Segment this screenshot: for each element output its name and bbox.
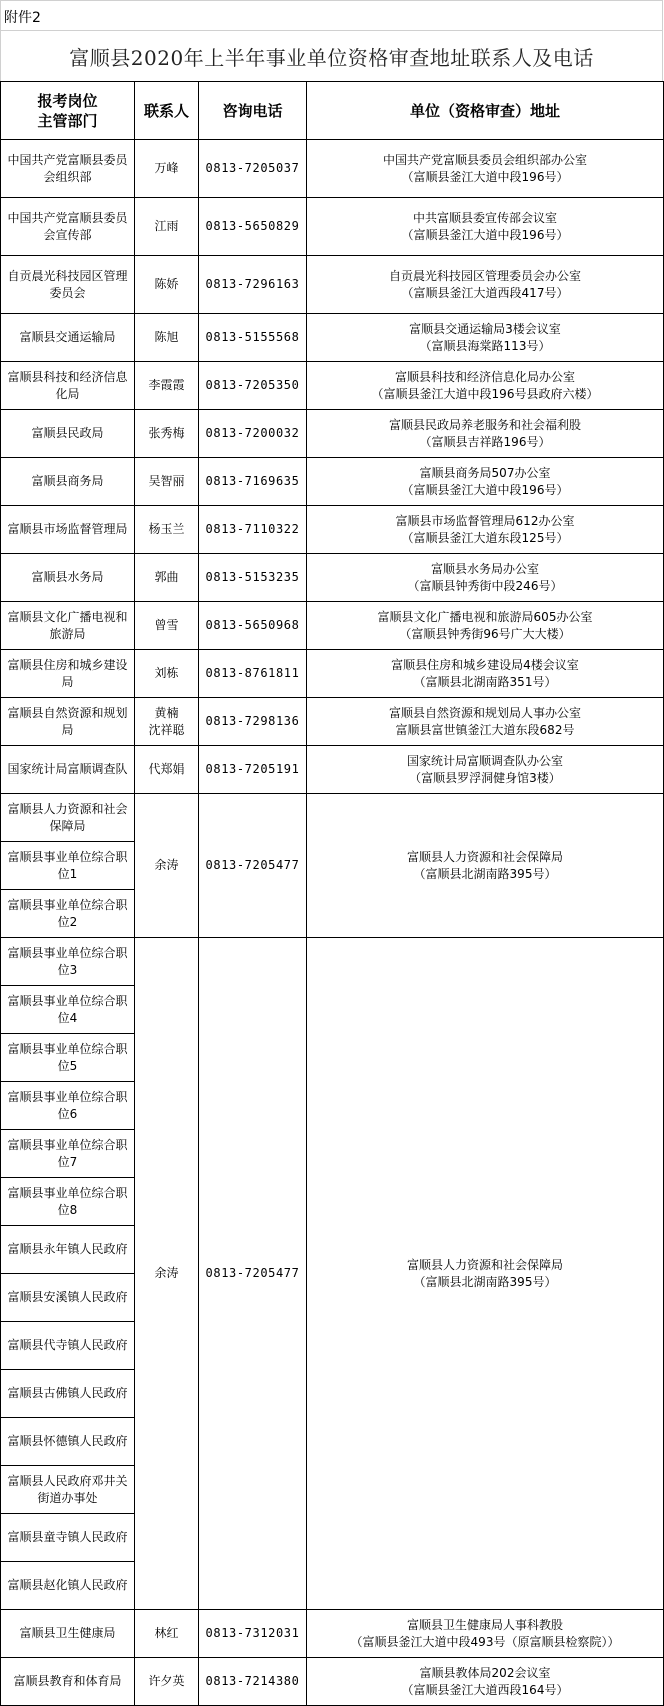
dept-cell: 富顺县民政局 xyxy=(1,410,135,458)
page-title: 富顺县2020年上半年事业单位资格审查地址联系人及电话 xyxy=(69,45,594,70)
dept-cell: 富顺县赵化镇人民政府 xyxy=(1,1562,135,1610)
contact-name: 刘栋 xyxy=(154,666,179,680)
dept-cell: 富顺县事业单位综合职位1 xyxy=(1,842,135,890)
table-row xyxy=(1,140,664,198)
dept-cell: 富顺县市场监督管理局 xyxy=(1,506,135,554)
table-row xyxy=(1,554,664,602)
contact-cell xyxy=(135,506,199,554)
address-location: （富顺县北湖南路395号） xyxy=(413,1274,557,1289)
dept-cell: 富顺县人民政府邓井关街道办事处 xyxy=(1,1466,135,1514)
address-cell xyxy=(307,506,664,554)
address-unit: 富顺县民政局养老服务和社会福利股 xyxy=(388,417,581,432)
title-row xyxy=(0,30,663,81)
address-cell xyxy=(307,314,664,362)
address-unit: 富顺县人力资源和社会保障局 xyxy=(406,1257,563,1272)
address-cell xyxy=(307,198,664,256)
contact-name: 杨玉兰 xyxy=(148,522,185,536)
table-row xyxy=(1,794,664,842)
header-address: 单位（资格审查）地址 xyxy=(307,82,664,140)
attachment-label: 附件2 xyxy=(4,10,41,26)
contact-cell xyxy=(135,698,199,746)
table-row xyxy=(1,506,664,554)
address-unit: 富顺县文化广播电视和旅游局605办公室 xyxy=(377,609,593,624)
phone-cell: 0813-7200032 xyxy=(199,410,307,458)
header-phone: 咨询电话 xyxy=(199,82,307,140)
phone-cell: 0813-7214380 xyxy=(199,1658,307,1706)
table-row xyxy=(1,410,664,458)
address-location: （富顺县釜江大道东段125号） xyxy=(401,530,569,545)
contact-cell xyxy=(135,1610,199,1658)
address-location: （富顺县北湖南路351号） xyxy=(413,674,557,689)
contact-name: 张秀梅 xyxy=(148,426,185,440)
contact-name: 吴智丽 xyxy=(148,474,185,488)
address-unit: 富顺县市场监督管理局612办公室 xyxy=(395,513,575,528)
contact-cell xyxy=(135,198,199,256)
dept-cell: 富顺县代寺镇人民政府 xyxy=(1,1322,135,1370)
contact-table xyxy=(0,81,664,1706)
address-unit: 中国共产党富顺县委员会组织部办公室 xyxy=(382,152,587,167)
contact-name: 万峰 xyxy=(154,161,179,175)
dept-cell: 富顺县卫生健康局 xyxy=(1,1610,135,1658)
address-location: （富顺县釜江大道中段493号（原富顺县检察院）） xyxy=(350,1634,620,1649)
dept-cell: 富顺县事业单位综合职位2 xyxy=(1,890,135,938)
address-cell xyxy=(307,602,664,650)
contact-cell xyxy=(135,554,199,602)
address-unit: 富顺县卫生健康局人事科教股 xyxy=(406,1617,563,1632)
address-location: （富顺县釜江大道西段417号） xyxy=(401,285,569,300)
address-location: （富顺县钟秀街96号广大大楼） xyxy=(399,626,571,641)
dept-cell: 富顺县怀德镇人民政府 xyxy=(1,1418,135,1466)
table-row xyxy=(1,938,664,986)
address-cell xyxy=(307,698,664,746)
table-row xyxy=(1,650,664,698)
address-cell xyxy=(307,938,664,1610)
address-location: （富顺县釜江大道中段196号） xyxy=(401,227,569,242)
contact-name: 曾雪 xyxy=(154,618,179,632)
contact-cell xyxy=(135,410,199,458)
dept-cell: 富顺县教育和体育局 xyxy=(1,1658,135,1706)
address-unit: 富顺县人力资源和社会保障局 xyxy=(406,849,563,864)
contact-cell xyxy=(135,458,199,506)
table-row xyxy=(1,1658,664,1706)
address-cell xyxy=(307,554,664,602)
dept-cell: 富顺县文化广播电视和旅游局 xyxy=(1,602,135,650)
dept-cell: 中国共产党富顺县委员会组织部 xyxy=(1,140,135,198)
address-location: （富顺县钟秀街中段246号） xyxy=(407,578,563,593)
contact-cell xyxy=(135,602,199,650)
dept-cell: 富顺县人力资源和社会保障局 xyxy=(1,794,135,842)
table-row xyxy=(1,698,664,746)
table-row xyxy=(1,314,664,362)
table-header-row xyxy=(1,82,664,140)
address-unit: 自贡晨光科技园区管理委员会办公室 xyxy=(388,268,581,283)
dept-cell: 富顺县古佛镇人民政府 xyxy=(1,1370,135,1418)
phone-cell: 0813-7312031 xyxy=(199,1610,307,1658)
contact-cell xyxy=(135,362,199,410)
address-unit: 富顺县交通运输局3楼会议室 xyxy=(409,321,561,336)
address-unit: 富顺县住房和城乡建设局4楼会议室 xyxy=(391,657,579,672)
address-unit: 富顺县科技和经济信息化局办公室 xyxy=(394,369,575,384)
header-contact: 联系人 xyxy=(135,82,199,140)
contact-name: 郭曲 xyxy=(154,570,179,584)
dept-cell: 国家统计局富顺调查队 xyxy=(1,746,135,794)
contact-cell: 余涛 xyxy=(135,794,199,938)
phone-cell: 0813-7296163 xyxy=(199,256,307,314)
header-dept-line2: 主管部门 xyxy=(37,111,98,130)
dept-cell: 富顺县事业单位综合职位8 xyxy=(1,1178,135,1226)
dept-cell: 富顺县事业单位综合职位3 xyxy=(1,938,135,986)
dept-cell: 富顺县商务局 xyxy=(1,458,135,506)
table-row xyxy=(1,1610,664,1658)
dept-cell: 富顺县事业单位综合职位6 xyxy=(1,1082,135,1130)
address-cell xyxy=(307,256,664,314)
phone-cell: 0813-5155568 xyxy=(199,314,307,362)
address-unit: 富顺县教体局202会议室 xyxy=(419,1665,551,1680)
dept-cell: 富顺县水务局 xyxy=(1,554,135,602)
contact-cell xyxy=(135,256,199,314)
dept-cell: 富顺县事业单位综合职位4 xyxy=(1,986,135,1034)
address-cell xyxy=(307,1658,664,1706)
address-unit: 中共富顺县委宣传部会议室 xyxy=(412,210,557,225)
dept-cell: 富顺县童寺镇人民政府 xyxy=(1,1514,135,1562)
contact-name: 黄楠 xyxy=(154,705,179,720)
contact-name: 许夕英 xyxy=(148,1674,185,1688)
contact-name-2: 沈祥聪 xyxy=(148,722,185,737)
header-dept-line1: 报考岗位 xyxy=(37,91,98,110)
dept-cell: 富顺县事业单位综合职位5 xyxy=(1,1034,135,1082)
address-cell xyxy=(307,458,664,506)
address-location: （富顺县釜江大道中段196号） xyxy=(401,169,569,184)
table-row xyxy=(1,362,664,410)
table-row xyxy=(1,746,664,794)
phone-cell: 0813-7205477 xyxy=(199,794,307,938)
phone-cell: 0813-7205191 xyxy=(199,746,307,794)
phone-cell: 0813-7205350 xyxy=(199,362,307,410)
phone-cell: 0813-8761811 xyxy=(199,650,307,698)
address-unit: 富顺县自然资源和规划局人事办公室 xyxy=(388,705,581,720)
address-cell xyxy=(307,794,664,938)
address-location: （富顺县北湖南路395号） xyxy=(413,866,557,881)
dept-cell: 富顺县安溪镇人民政府 xyxy=(1,1274,135,1322)
address-cell xyxy=(307,1610,664,1658)
dept-cell: 自贡晨光科技园区管理委员会 xyxy=(1,256,135,314)
address-cell xyxy=(307,362,664,410)
address-unit: 国家统计局富顺调查队办公室 xyxy=(406,753,563,768)
dept-cell: 中国共产党富顺县委员会宣传部 xyxy=(1,198,135,256)
phone-cell: 0813-7205477 xyxy=(199,938,307,1610)
table-row xyxy=(1,602,664,650)
contact-name: 陈旭 xyxy=(154,330,179,344)
contact-cell: 余涛 xyxy=(135,938,199,1610)
phone-cell: 0813-7205037 xyxy=(199,140,307,198)
dept-cell: 富顺县永年镇人民政府 xyxy=(1,1226,135,1274)
contact-name: 林红 xyxy=(154,1626,179,1640)
address-location: （富顺县海棠路113号） xyxy=(419,338,551,353)
contact-cell xyxy=(135,140,199,198)
address-location: （富顺县吉祥路196号） xyxy=(419,434,551,449)
address-cell xyxy=(307,140,664,198)
address-location: （富顺县罗浮洞健身馆3楼） xyxy=(409,770,561,785)
address-location: 富顺县富世镇釜江大道东段682号 xyxy=(395,722,575,737)
contact-cell xyxy=(135,1658,199,1706)
phone-cell: 0813-5650968 xyxy=(199,602,307,650)
phone-cell: 0813-5153235 xyxy=(199,554,307,602)
dept-cell: 富顺县自然资源和规划局 xyxy=(1,698,135,746)
dept-cell: 富顺县住房和城乡建设局 xyxy=(1,650,135,698)
contact-cell xyxy=(135,650,199,698)
phone-cell: 0813-7169635 xyxy=(199,458,307,506)
address-location: （富顺县釜江大道西段164号） xyxy=(401,1682,569,1697)
address-cell xyxy=(307,650,664,698)
attachment-row xyxy=(0,0,663,30)
contact-name: 李霞霞 xyxy=(148,378,185,392)
contact-cell xyxy=(135,314,199,362)
contact-cell xyxy=(135,746,199,794)
table-row xyxy=(1,458,664,506)
contact-name: 代郑娟 xyxy=(148,762,185,776)
dept-cell: 富顺县交通运输局 xyxy=(1,314,135,362)
contact-name: 江雨 xyxy=(154,219,179,233)
dept-cell: 富顺县事业单位综合职位7 xyxy=(1,1130,135,1178)
contact-name: 陈娇 xyxy=(154,277,179,291)
phone-cell: 0813-7110322 xyxy=(199,506,307,554)
address-unit: 富顺县商务局507办公室 xyxy=(419,465,551,480)
address-cell xyxy=(307,410,664,458)
address-cell xyxy=(307,746,664,794)
address-location: （富顺县釜江大道中段196号县政府六楼） xyxy=(371,386,599,401)
header-dept xyxy=(1,82,135,140)
dept-cell: 富顺县科技和经济信息化局 xyxy=(1,362,135,410)
phone-cell: 0813-7298136 xyxy=(199,698,307,746)
address-location: （富顺县釜江大道中段196号） xyxy=(401,482,569,497)
table-row xyxy=(1,198,664,256)
table-row xyxy=(1,256,664,314)
address-unit: 富顺县水务局办公室 xyxy=(430,561,539,576)
phone-cell: 0813-5650829 xyxy=(199,198,307,256)
